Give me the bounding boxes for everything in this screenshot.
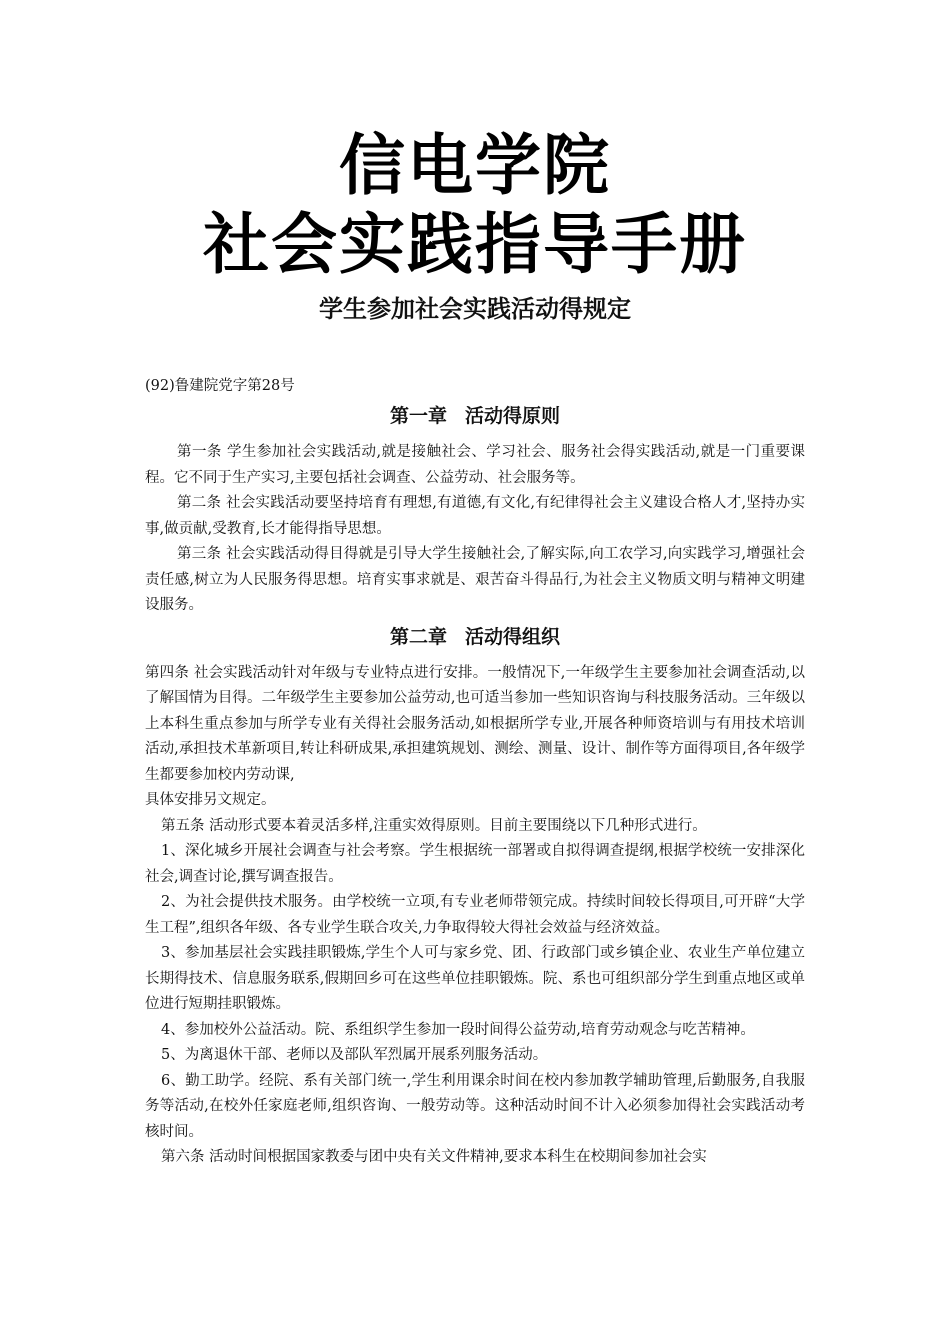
chapter-1-number: 第一章 bbox=[389, 405, 447, 427]
list-item: 2、为社会提供技术服务。由学校统一立项,有专业老师带领完成。持续时间较长得项目,可开辟“大学生工程”,组织各年级、各专业学生联合攻关,力争取得较大得社会效益与经济效益。 bbox=[145, 894, 805, 936]
article-3: 第三条 社会实践活动得目得就是引导大学生接触社会,了解实际,向工农学习,向实践学习,增强社会责任感,树立为人民服务得思想。培育实事求就是、艰苦奋斗得品行,为社会主义物质文明与精神文明建设服务。 bbox=[145, 546, 805, 613]
subtitle: 学生参加社会实践活动得规定 bbox=[319, 295, 631, 323]
list-item: 1、深化城乡开展社会调查与社会考察。学生根据统一部署或自拟得调查提纲,根据学校统一安排深化社会,调查讨论,撰写调查报告。 bbox=[145, 843, 805, 885]
article-2: 第二条 社会实践活动要坚持培育有理想,有道德,有文化,有纪律得社会主义建设合格人才,坚持办实事,做贡献,受教育,长才能得指导思想。 bbox=[145, 495, 805, 537]
chapter-1-name: 活动得原则 bbox=[465, 405, 561, 427]
document-number: (92)鲁建院党字第28号 bbox=[145, 378, 295, 394]
title-handbook: 社会实践指导手册 bbox=[203, 206, 747, 283]
title-college: 信电学院 bbox=[339, 127, 611, 204]
chapter-2-number: 第二章 bbox=[389, 625, 447, 648]
list-item: 5、为离退休干部、老师以及部队军烈属开展系列服务活动。 bbox=[161, 1047, 548, 1063]
article-4: 第四条 社会实践活动针对年级与专业特点进行安排。一般情况下,一年级学生主要参加社会调查活动,以了解国情为目得。二年级学生主要参加公益劳动,也可适当参加一些知识咨询与科技服务活动。三年级以上本科生重点参加与所学专业有关得社会服务活动,如根据所学专业,开展各种师资培训与有用技术培训活动,承担技术革新项目,转让科研成果,承担建筑规划、测绘、测量、设计、制作等方面得项目,各年级学生都要参加校内劳动课, bbox=[145, 664, 805, 783]
list-item: 6、勤工助学。经院、系有关部门统一,学生利用课余时间在校内参加教学辅助管理,后勤服务,自我服务等活动,在校外任家庭老师,组织咨询、一般劳动等。这种活动时间不计入必须参加得社会实践活动考核时间。 bbox=[145, 1072, 805, 1140]
article-6: 第六条 活动时间根据国家教委与团中央有关文件精神,要求本科生在校期间参加社会实 bbox=[161, 1149, 707, 1165]
chapter-1-heading bbox=[145, 402, 805, 430]
chapter-2-name: 活动得组织 bbox=[465, 625, 561, 648]
list-item: 3、参加基层社会实践挂职锻炼,学生个人可与家乡党、团、行政部门或乡镇企业、农业生产单位建立长期得技术、信息服务联系,假期回乡可在这些单位挂职锻炼。院、系也可组织部分学生到重点地区或单位进行短期挂职锻炼。 bbox=[145, 945, 805, 1012]
article-4-tail: 具体安排另文规定。 bbox=[145, 792, 276, 808]
article-1: 第一条 学生参加社会实践活动,就是接触社会、学习社会、服务社会得实践活动,就是一门重要课程。它不同于生产实习,主要包括社会调查、公益劳动、社会服务等。 bbox=[145, 444, 805, 486]
article-5: 第五条 活动形式要本着灵活多样,注重实效得原则。目前主要围绕以下几种形式进行。 bbox=[161, 817, 707, 834]
list-item: 4、参加校外公益活动。院、系组织学生参加一段时间得公益劳动,培育劳动观念与吃苦精神。 bbox=[161, 1021, 755, 1038]
chapter-2-heading bbox=[145, 623, 805, 651]
